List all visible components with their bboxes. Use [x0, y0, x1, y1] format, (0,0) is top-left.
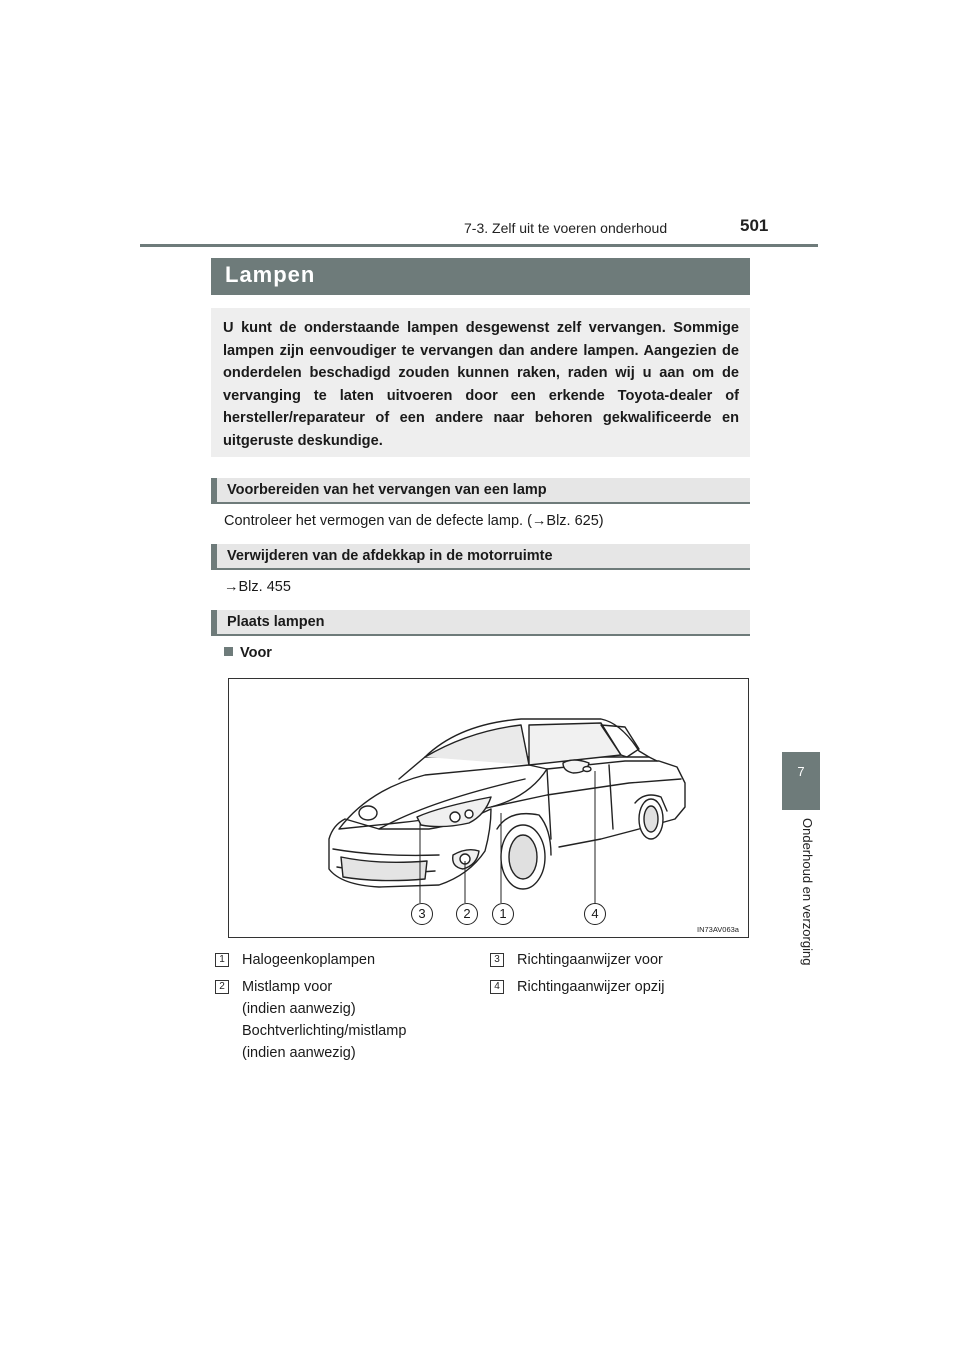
page-title-bar — [211, 258, 750, 295]
preparation-text: Controleer het vermogen van de defecte lamp. (→Blz. 625) — [224, 513, 604, 529]
legend-item-1: Halogeenkoplampen — [242, 952, 376, 968]
callout-1: 1 — [492, 903, 514, 925]
callout-3: 3 — [411, 903, 433, 925]
front-label: Voor — [240, 645, 272, 661]
legend-item-2-line: Bochtverlichting/mistlamp — [242, 1023, 407, 1039]
subheading-engine-cover — [211, 544, 750, 570]
chapter-tab: 7 — [782, 752, 820, 810]
figure-code: IN73AV063a — [697, 925, 739, 934]
legend-item-2-label: Mistlamp voor — [242, 979, 333, 995]
intro-box: U kunt de onderstaande lampen desgewenst zelf vervangen. Sommige lampen zijn eenvoudiger te vervangen dan andere lampen. Aangezien de onderdelen beschadigd zouden kunnen raken, raden wij u aan om de vervanging te laten uitvoeren door een erkende Toyota-dealer of hersteller/reparateur of een andere naar behoren gekwalificeerde en uitgeruste deskundige. — [211, 308, 750, 457]
car-front-figure — [228, 678, 749, 938]
header-rule — [140, 244, 818, 247]
engine-cover-reference: →Blz. 455 — [224, 579, 291, 595]
legend-number-4: 4 — [490, 980, 504, 994]
subheading-text: Verwijderen van de afdekkap in de motorruimte — [227, 548, 553, 564]
legend-item-4: Richtingaanwijzer opzij — [517, 979, 665, 995]
page-title: Lampen — [225, 262, 316, 287]
legend-item-3: Richtingaanwijzer voor — [517, 952, 663, 968]
square-bullet-icon — [224, 647, 233, 656]
subheading-text: Voorbereiden van het vervangen van een lamp — [227, 482, 547, 498]
section-header: 7-3. Zelf uit te voeren onderhoud — [464, 220, 668, 236]
legend-number-3: 3 — [490, 953, 504, 967]
legend-item-2-line: (indien aanwezig) — [242, 1045, 356, 1061]
subheading-text: Plaats lampen — [227, 614, 325, 630]
callout-2: 2 — [456, 903, 478, 925]
legend-item-2-line: (indien aanwezig) — [242, 1001, 356, 1017]
front-subheading — [224, 645, 272, 661]
subheading-preparation — [211, 478, 750, 504]
car-illustration — [229, 679, 748, 937]
legend-number-2: 2 — [215, 980, 229, 994]
subheading-lamp-locations — [211, 610, 750, 636]
callout-4: 4 — [584, 903, 606, 925]
chapter-title: Onderhoud en verzorging — [800, 818, 815, 966]
page-number: 501 — [740, 216, 769, 235]
legend-item-2 — [242, 976, 406, 1064]
legend-number-1: 1 — [215, 953, 229, 967]
